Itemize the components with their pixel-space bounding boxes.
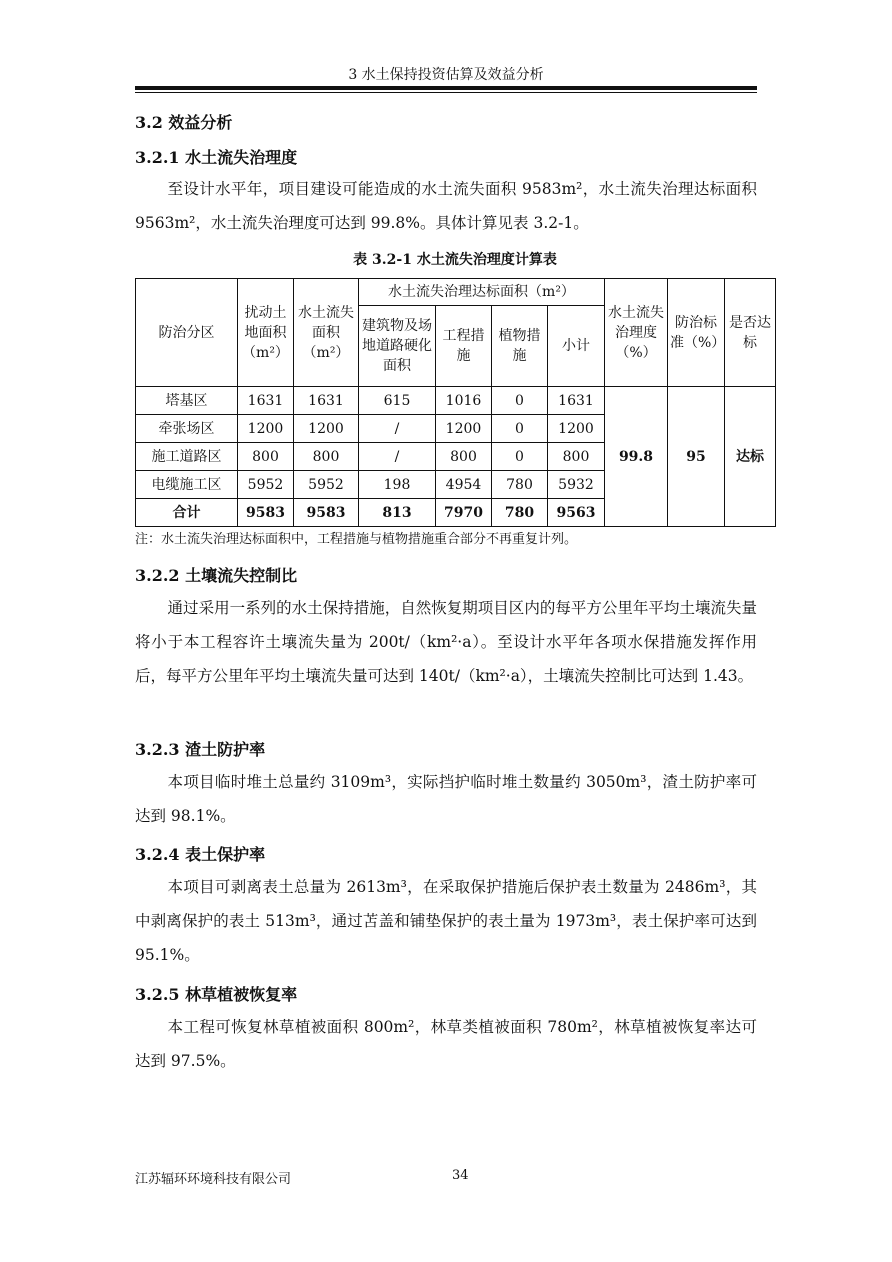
cell: 9563 bbox=[548, 499, 605, 527]
cell: 电缆施工区 bbox=[136, 471, 238, 499]
th-loss: 水土流失面积（m²） bbox=[294, 279, 359, 387]
cell: 780 bbox=[492, 499, 548, 527]
cell: 9583 bbox=[294, 499, 359, 527]
cell: 800 bbox=[238, 443, 294, 471]
cell: 0 bbox=[492, 443, 548, 471]
cell: 1016 bbox=[436, 387, 492, 415]
th-group: 水土流失治理达标面积（m²） bbox=[359, 279, 605, 306]
cell: 牵张场区 bbox=[136, 415, 238, 443]
paragraph-3-2-1: 至设计水平年，项目建设可能造成的水土流失面积 9583m²，水土流失治理达标面积 9563m²，水土流失治理度可达到 99.8%。具体计算见表 3.2-1。 bbox=[135, 180, 757, 232]
standard-value: 95 bbox=[668, 387, 725, 527]
paragraph-3-2-5: 本工程可恢复林草植被面积 800m²，林草类植被面积 780m²，林草植被恢复率达可达到 97.5%。 bbox=[135, 1018, 757, 1070]
cell: 813 bbox=[359, 499, 436, 527]
cell: 5952 bbox=[238, 471, 294, 499]
cell: 1631 bbox=[238, 387, 294, 415]
header-rule-thick bbox=[135, 86, 757, 90]
footer-company: 江苏辐环环境科技有限公司 bbox=[135, 1172, 292, 1187]
heading-3-2-4: 3.2.4 表土保护率 bbox=[135, 845, 266, 864]
cell: 塔基区 bbox=[136, 387, 238, 415]
table-row bbox=[136, 387, 776, 415]
cell: / bbox=[359, 443, 436, 471]
cell: 1631 bbox=[548, 387, 605, 415]
degree-value: 99.8 bbox=[605, 387, 668, 527]
th-subtotal: 小计 bbox=[548, 306, 605, 387]
heading-3-2: 3.2 效益分析 bbox=[135, 113, 233, 132]
paragraph-3-2-3: 本项目临时堆土总量约 3109m³，实际挡护临时堆土数量约 3050m³，渣土防护率可达到 98.1%。 bbox=[135, 773, 757, 825]
cell: 9583 bbox=[238, 499, 294, 527]
th-degree: 水土流失治理度（%） bbox=[605, 279, 668, 387]
cell: 0 bbox=[492, 387, 548, 415]
th-meet: 是否达标 bbox=[725, 279, 776, 387]
th-standard: 防治标准（%） bbox=[668, 279, 725, 387]
cell: 1200 bbox=[238, 415, 294, 443]
cell: 780 bbox=[492, 471, 548, 499]
table-note: 注：水土流失治理达标面积中，工程措施与植物措施重合部分不再重复计列。 bbox=[135, 532, 578, 547]
th-plant: 植物措施 bbox=[492, 306, 548, 387]
cell: 7970 bbox=[436, 499, 492, 527]
cell: 5952 bbox=[294, 471, 359, 499]
cell: 4954 bbox=[436, 471, 492, 499]
cell: 800 bbox=[548, 443, 605, 471]
cell: 0 bbox=[492, 415, 548, 443]
cell: 615 bbox=[359, 387, 436, 415]
heading-3-2-1: 3.2.1 水土流失治理度 bbox=[135, 148, 298, 167]
cell: 1631 bbox=[294, 387, 359, 415]
th-building: 建筑物及场地道路硬化面积 bbox=[359, 306, 436, 387]
heading-3-2-3: 3.2.3 渣土防护率 bbox=[135, 740, 266, 759]
heading-3-2-2: 3.2.2 土壤流失控制比 bbox=[135, 566, 298, 585]
control-degree-table bbox=[135, 278, 776, 527]
meet-value: 达标 bbox=[725, 387, 776, 527]
cell: 5932 bbox=[548, 471, 605, 499]
page-number: 34 bbox=[452, 1168, 469, 1183]
cell: / bbox=[359, 415, 436, 443]
cell: 800 bbox=[436, 443, 492, 471]
th-disturbed: 扰动土地面积（m²） bbox=[238, 279, 294, 387]
cell: 198 bbox=[359, 471, 436, 499]
cell: 800 bbox=[294, 443, 359, 471]
cell: 合计 bbox=[136, 499, 238, 527]
heading-3-2-5: 3.2.5 林草植被恢复率 bbox=[135, 985, 298, 1004]
cell: 1200 bbox=[436, 415, 492, 443]
paragraph-3-2-2: 通过采用一系列的水土保持措施，自然恢复期项目区内的每平方公里年平均土壤流失量将小于本工程容许土壤流失量为 200t/（km²·a）。至设计水平年各项水保措施发挥作用后，每平方公里年平均土壤流失量可达到 140t/（km²·a），土壤流失控制比可达到 1.43。 bbox=[135, 599, 757, 685]
cell: 施工道路区 bbox=[136, 443, 238, 471]
running-header: 3 水土保持投资估算及效益分析 bbox=[348, 67, 544, 83]
header-rule-thin bbox=[135, 92, 757, 93]
th-eng: 工程措施 bbox=[436, 306, 492, 387]
cell: 1200 bbox=[294, 415, 359, 443]
table-caption: 表 3.2-1 水土流失治理度计算表 bbox=[353, 252, 557, 268]
cell: 1200 bbox=[548, 415, 605, 443]
th-zone: 防治分区 bbox=[136, 279, 238, 387]
paragraph-3-2-4: 本项目可剥离表土总量为 2613m³，在采取保护措施后保护表土数量为 2486m³，其中剥离保护的表土 513m³，通过苫盖和铺垫保护的表土量为 1973m³，表土保护率可达到 95.1%。 bbox=[135, 878, 757, 964]
